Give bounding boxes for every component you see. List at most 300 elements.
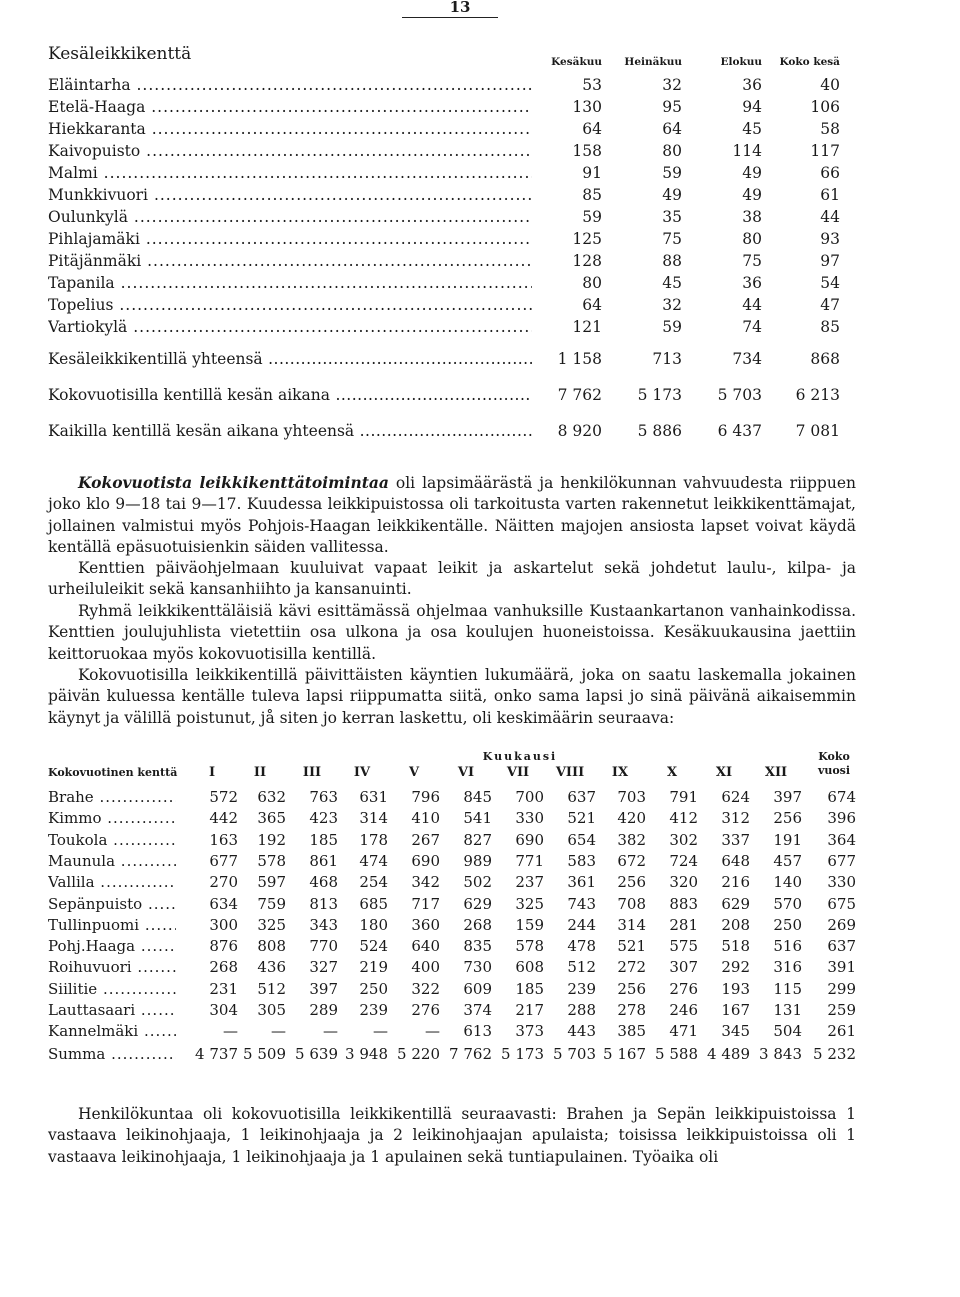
cell-value: 575 [669, 937, 698, 956]
cell-value: 730 [463, 958, 492, 977]
cell-value: 237 [515, 873, 544, 892]
cell-value: 47 [820, 296, 840, 314]
cell-value: 180 [359, 915, 388, 934]
cell-value: 269 [827, 915, 856, 934]
cell-value: 397 [773, 788, 802, 806]
table-row [0, 915, 960, 936]
cell-value: 270 [209, 873, 238, 892]
cell-value: 868 [810, 350, 840, 368]
table-row [0, 979, 960, 1000]
cell-value: 827 [463, 830, 492, 849]
paragraph-events: Ryhmä leikkikenttäläisiä kävi esittämässä ohjelmaa vanhuksille Kustaankartanon vanhainkodissa. Kenttien joulujuhlista vietettiin osa ulkona ja osa koulujen huoneistoissa. Kesäkuukausina jaettiin keittoruokaa myös kokovuotisilla kentillä. [48, 602, 856, 663]
cell-value: 724 [669, 851, 698, 870]
cell-value: — [271, 1022, 286, 1041]
cell-value: 502 [463, 873, 492, 892]
row-label: Tullinpuomi ..... [48, 915, 176, 936]
table-row [0, 1044, 960, 1065]
monthly-table-header [0, 750, 960, 784]
cell-value: 158 [572, 142, 602, 160]
cell-value: 330 [515, 809, 544, 828]
cell-value: 85 [820, 318, 840, 336]
cell-value: 268 [463, 915, 492, 934]
cell-value: 410 [411, 809, 440, 828]
cell-value: 5 232 [813, 1045, 856, 1063]
cell-value: 631 [359, 788, 388, 806]
cell-value: 420 [617, 809, 646, 828]
cell-value: 412 [669, 809, 698, 828]
row-label: Pitäjänmäki ..... [48, 250, 532, 272]
cell-value: 185 [515, 979, 544, 998]
cell-value: 360 [411, 915, 440, 934]
cell-value: 121 [572, 318, 602, 336]
year-header: Koko vuosi [817, 750, 851, 777]
cell-value: 690 [515, 830, 544, 849]
cell-value: 703 [617, 788, 646, 806]
row-label: Topelius ..... [48, 294, 532, 316]
cell-value: 320 [669, 873, 698, 892]
col-header: Heinäkuu [624, 56, 682, 68]
cell-value: 7 762 [557, 386, 602, 404]
cell-value: 771 [515, 851, 544, 870]
cell-value: 385 [617, 1022, 646, 1041]
cell-value: 44 [742, 296, 762, 314]
row-label: Vallila ..... [48, 872, 176, 893]
paragraph-staff: Henkilökuntaa oli kokovuotisilla leikkikentillä seuraavasti: Brahen ja Sepän leikkipuistoissa 1 vastaava leikinohjaaja, 1 leikinohjaaja ja 2 leikinohjaajan apulaista; toisissa leikkipuistoissa oli 1 vastaava leikinohjaaja, 1 leikinohjaaja ja 1 apulainen sekä tuntiapulainen. Työaika oli [48, 1105, 856, 1166]
table-row [0, 162, 960, 184]
table-row [0, 228, 960, 250]
cell-value: 5 703 [553, 1045, 596, 1063]
row-label: Maunula ..... [48, 851, 176, 872]
cell-value: 288 [567, 1001, 596, 1019]
cell-value: 208 [721, 915, 750, 934]
cell-value: 95 [662, 98, 682, 116]
cell-value: 516 [773, 937, 802, 956]
cell-value: 597 [257, 873, 286, 892]
cell-value: — [425, 1022, 440, 1041]
cell-value: 654 [567, 830, 596, 849]
month-header: V [408, 765, 420, 780]
cell-value: 178 [359, 830, 388, 849]
cell-value: 316 [773, 958, 802, 977]
cell-value: 114 [732, 142, 762, 160]
cell-value: 700 [515, 788, 544, 806]
cell-value: 541 [463, 809, 492, 828]
cell-value: 690 [411, 851, 440, 870]
cell-value: — [373, 1022, 388, 1041]
cell-value: 989 [463, 851, 492, 870]
cell-value: 131 [773, 1001, 802, 1019]
cell-value: 49 [742, 164, 762, 182]
cell-value: 259 [827, 1001, 856, 1019]
cell-value: 876 [209, 937, 238, 956]
cell-value: 58 [820, 120, 840, 138]
emphasis-term: Kokovuotista leikkikenttätoimintaa [78, 473, 389, 492]
cell-value: 191 [773, 830, 802, 849]
cell-value: 74 [742, 318, 762, 336]
cell-value: 97 [820, 252, 840, 270]
cell-value: 763 [309, 788, 338, 806]
cell-value: 5 167 [603, 1045, 646, 1063]
cell-value: 632 [257, 788, 286, 806]
cell-value: 524 [359, 937, 388, 956]
table-row [0, 420, 960, 442]
cell-value: 64 [662, 120, 682, 138]
cell-value: 278 [617, 1001, 646, 1019]
row-label: Kesäleikkikentillä yhteensä ..... [48, 348, 532, 370]
cell-value: 305 [257, 1001, 286, 1019]
cell-value: 835 [463, 937, 492, 956]
table-row [0, 294, 960, 316]
row-label: Brahe ..... [48, 787, 176, 808]
cell-value: 91 [582, 164, 602, 182]
cell-value: 648 [721, 851, 750, 870]
cell-value: 512 [257, 979, 286, 998]
cell-value: 61 [820, 186, 840, 204]
cell-value: 364 [827, 830, 856, 849]
label-header: Kokovuotinen kenttä [48, 766, 178, 779]
cell-value: 246 [669, 1001, 698, 1019]
month-header: I [208, 765, 216, 780]
row-label: Oulunkylä ..... [48, 206, 532, 228]
cell-value: 239 [567, 979, 596, 998]
cell-value: — [323, 1022, 338, 1041]
cell-value: 759 [257, 894, 286, 913]
summer-table-title: Kesäleikkikenttä [48, 44, 192, 64]
cell-value: 125 [572, 230, 602, 248]
table-row [0, 140, 960, 162]
row-label: Vartiokylä ..... [48, 316, 532, 338]
cell-value: 80 [742, 230, 762, 248]
cell-value: 239 [359, 1001, 388, 1019]
cell-value: 115 [773, 979, 802, 998]
col-header: Kesäkuu [551, 56, 602, 68]
cell-value: 6 213 [795, 386, 840, 404]
cell-value: 117 [810, 142, 840, 160]
cell-value: 130 [572, 98, 602, 116]
cell-value: 5 220 [397, 1045, 440, 1063]
cell-value: 624 [721, 788, 750, 806]
table-row [0, 872, 960, 893]
cell-value: 521 [617, 937, 646, 956]
cell-value: 342 [411, 873, 440, 892]
cell-value: 471 [669, 1022, 698, 1041]
cell-value: 44 [820, 208, 840, 226]
cell-value: 36 [742, 76, 762, 94]
row-label: Siilitie ..... [48, 979, 176, 1000]
row-label: Kannelmäki ..... [48, 1021, 176, 1042]
cell-value: 337 [721, 830, 750, 849]
table-row [0, 184, 960, 206]
cell-value: 53 [582, 76, 602, 94]
cell-value: 307 [669, 958, 698, 977]
cell-value: 672 [617, 851, 646, 870]
cell-value: 75 [662, 230, 682, 248]
cell-value: 59 [662, 318, 682, 336]
cell-value: 770 [309, 937, 338, 956]
cell-value: 861 [309, 851, 338, 870]
cell-value: 5 173 [637, 386, 682, 404]
cell-value: 629 [721, 894, 750, 913]
cell-value: 791 [669, 788, 698, 806]
month-header: XII [764, 765, 788, 780]
paragraph-text: oli lapsimäärästä ja henkilökunnan vahvuudesta riippuen joko klo 9—18 tai 9—17. Kuudessa leikkipuistossa oli tarkoitusta varten rakennetut leikkikenttämajat, jollainen valmistui myös Pohjois-Haagan leikkikentälle. Näitten majojen ansiosta lapset voivat käydä kentällä epäsuotuisienkin säiden vallitessa. [48, 474, 856, 557]
cell-value: 322 [411, 979, 440, 998]
cell-value: 4 489 [707, 1045, 750, 1063]
cell-value: 634 [209, 894, 238, 913]
month-header: VII [506, 765, 530, 780]
cell-value: 276 [411, 1001, 440, 1019]
cell-value: 640 [411, 937, 440, 956]
row-label: Lauttasaari ..... [48, 1000, 176, 1021]
cell-value: 5 588 [655, 1045, 698, 1063]
row-label: Pohj.Haaga ..... [48, 936, 176, 957]
cell-value: 292 [721, 958, 750, 977]
cell-value: 312 [721, 809, 750, 828]
paragraph-activity [48, 472, 856, 559]
cell-value: 343 [309, 915, 338, 934]
row-label: Kaikilla kentillä kesän aikana yhteensä ..... [48, 420, 532, 442]
cell-value: 637 [567, 788, 596, 806]
cell-value: 578 [257, 851, 286, 870]
cell-value: 281 [669, 915, 698, 934]
cell-value: 845 [463, 788, 492, 806]
cell-value: 396 [827, 809, 856, 828]
cell-value: 8 920 [557, 422, 602, 440]
cell-value: 570 [773, 894, 802, 913]
cell-value: 397 [309, 979, 338, 998]
cell-value: 128 [572, 252, 602, 270]
page-number-rule [402, 17, 498, 18]
month-header: III [302, 765, 322, 780]
cell-value: 578 [515, 937, 544, 956]
cell-value: 583 [567, 851, 596, 870]
cell-value: 163 [209, 830, 238, 849]
table-row [0, 96, 960, 118]
cell-value: 64 [582, 296, 602, 314]
cell-value: 708 [617, 894, 646, 913]
cell-value: 373 [515, 1022, 544, 1041]
table-row [0, 894, 960, 915]
cell-value: 685 [359, 894, 388, 913]
cell-value: 675 [827, 894, 856, 913]
month-header: VI [457, 765, 475, 780]
cell-value: 314 [617, 915, 646, 934]
cell-value: 677 [827, 851, 856, 870]
paragraph-program: Kenttien päiväohjelmaan kuuluivat vapaat leikit ja askartelut sekä johdetut laulu-, kilpa- ja urheiluleikit sekä kansanhiihto ja kansanuinti. [48, 559, 856, 599]
cell-value: 272 [617, 958, 646, 977]
cell-value: 302 [669, 830, 698, 849]
cell-value: 365 [257, 809, 286, 828]
cell-value: 327 [309, 958, 338, 977]
table-row [0, 936, 960, 957]
table-row [0, 316, 960, 338]
table-row [0, 957, 960, 978]
cell-value: 468 [309, 873, 338, 892]
cell-value: 32 [662, 296, 682, 314]
table-row [0, 118, 960, 140]
cell-value: 717 [411, 894, 440, 913]
cell-value: 304 [209, 1001, 238, 1019]
table-row [0, 348, 960, 370]
cell-value: 7 762 [449, 1045, 492, 1063]
cell-value: 637 [827, 937, 856, 956]
cell-value: 5 173 [501, 1045, 544, 1063]
cell-value: 54 [820, 274, 840, 292]
cell-value: 325 [257, 915, 286, 934]
row-label: Hiekkaranta ..... [48, 118, 532, 140]
cell-value: 38 [742, 208, 762, 226]
row-label: Summa ..... [48, 1044, 176, 1065]
row-label: Pihlajamäki ..... [48, 228, 532, 250]
cell-value: 256 [617, 979, 646, 998]
table-row [0, 851, 960, 872]
cell-value: 314 [359, 809, 388, 828]
row-label: Kimmo ..... [48, 808, 176, 829]
cell-value: 796 [411, 788, 440, 806]
cell-value: 4 737 [195, 1045, 238, 1063]
cell-value: 80 [582, 274, 602, 292]
cell-value: 268 [209, 958, 238, 977]
cell-value: 3 948 [345, 1045, 388, 1063]
row-label: Toukola ..... [48, 830, 176, 851]
cell-value: 883 [669, 894, 698, 913]
month-group-header: Kuukausi [482, 750, 558, 763]
table-row [0, 1000, 960, 1021]
cell-value: 300 [209, 915, 238, 934]
cell-value: 674 [827, 788, 856, 806]
cell-value: 299 [827, 979, 856, 998]
cell-value: 49 [742, 186, 762, 204]
cell-value: 219 [359, 958, 388, 977]
cell-value: 45 [662, 274, 682, 292]
cell-value: 185 [309, 830, 338, 849]
cell-value: 813 [309, 894, 338, 913]
row-label: Malmi ..... [48, 162, 532, 184]
cell-value: 59 [582, 208, 602, 226]
col-header: Elokuu [720, 56, 762, 68]
row-label: Sepänpuisto ..... [48, 894, 176, 915]
cell-value: 5 703 [717, 386, 762, 404]
cell-value: 3 843 [759, 1045, 802, 1063]
month-header: IV [353, 765, 371, 780]
cell-value: 36 [742, 274, 762, 292]
cell-value: 443 [567, 1022, 596, 1041]
cell-value: 88 [662, 252, 682, 270]
cell-value: 106 [810, 98, 840, 116]
table-row [0, 272, 960, 294]
cell-value: 609 [463, 979, 492, 998]
cell-value: 442 [209, 809, 238, 828]
cell-value: 261 [827, 1022, 856, 1041]
cell-value: 192 [257, 830, 286, 849]
cell-value: 629 [463, 894, 492, 913]
cell-value: 330 [827, 873, 856, 892]
cell-value: 66 [820, 164, 840, 182]
cell-value: 49 [662, 186, 682, 204]
row-label: Tapanila ..... [48, 272, 532, 294]
cell-value: 40 [820, 76, 840, 94]
cell-value: 250 [773, 915, 802, 934]
month-header: IX [611, 765, 629, 780]
cell-value: 345 [721, 1022, 750, 1041]
row-label: Kokovuotisilla kentillä kesän aikana ..... [48, 384, 532, 406]
cell-value: 504 [773, 1022, 802, 1041]
cell-value: 5 509 [243, 1045, 286, 1063]
cell-value: 400 [411, 958, 440, 977]
table-row [0, 250, 960, 272]
cell-value: 521 [567, 809, 596, 828]
cell-value: 217 [515, 1001, 544, 1019]
cell-value: 256 [773, 809, 802, 828]
table-row [0, 74, 960, 96]
cell-value: 193 [721, 979, 750, 998]
cell-value: 256 [617, 873, 646, 892]
summer-table-header [0, 56, 960, 70]
row-label: Roihuvuori ..... [48, 957, 176, 978]
cell-value: 45 [742, 120, 762, 138]
cell-value: 808 [257, 937, 286, 956]
row-label: Munkkivuori ..... [48, 184, 532, 206]
cell-value: 159 [515, 915, 544, 934]
table-row [0, 1021, 960, 1042]
cell-value: 1 158 [557, 350, 602, 368]
cell-value: 374 [463, 1001, 492, 1019]
cell-value: 64 [582, 120, 602, 138]
cell-value: 7 081 [795, 422, 840, 440]
cell-value: 512 [567, 958, 596, 977]
col-header: Koko kesä [779, 56, 840, 68]
cell-value: 140 [773, 873, 802, 892]
month-header: II [253, 765, 267, 780]
table-row [0, 206, 960, 228]
table-row [0, 808, 960, 829]
cell-value: 518 [721, 937, 750, 956]
cell-value: 391 [827, 958, 856, 977]
cell-value: 167 [721, 1001, 750, 1019]
cell-value: 35 [662, 208, 682, 226]
cell-value: 5 886 [637, 422, 682, 440]
cell-value: 94 [742, 98, 762, 116]
cell-value: 478 [567, 937, 596, 956]
cell-value: 289 [309, 1001, 338, 1019]
cell-value: 6 437 [717, 422, 762, 440]
page-number: 13 [449, 0, 471, 16]
cell-value: 713 [652, 350, 682, 368]
month-header: X [666, 765, 678, 780]
cell-value: 677 [209, 851, 238, 870]
month-header: VIII [555, 765, 585, 780]
cell-value: 5 639 [295, 1045, 338, 1063]
cell-value: 436 [257, 958, 286, 977]
cell-value: 267 [411, 830, 440, 849]
table-row [0, 787, 960, 808]
cell-value: 93 [820, 230, 840, 248]
cell-value: 59 [662, 164, 682, 182]
cell-value: 734 [732, 350, 762, 368]
cell-value: 244 [567, 915, 596, 934]
cell-value: 474 [359, 851, 388, 870]
cell-value: 85 [582, 186, 602, 204]
cell-value: 276 [669, 979, 698, 998]
cell-value: 457 [773, 851, 802, 870]
table-row [0, 384, 960, 406]
cell-value: — [223, 1022, 238, 1041]
row-label: Eläintarha ..... [48, 74, 532, 96]
cell-value: 32 [662, 76, 682, 94]
cell-value: 75 [742, 252, 762, 270]
cell-value: 254 [359, 873, 388, 892]
row-label: Kaivopuisto ..... [48, 140, 532, 162]
